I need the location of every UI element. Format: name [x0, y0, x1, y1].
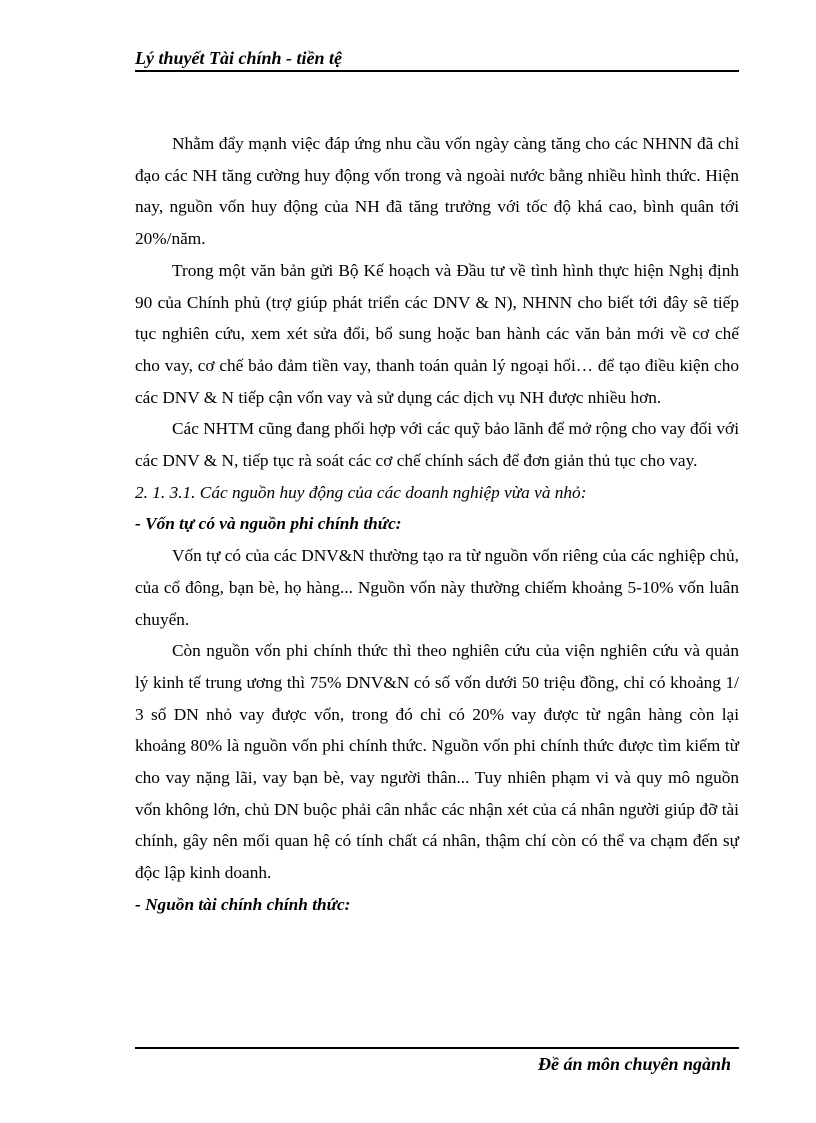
header-divider — [135, 70, 739, 72]
page-header-title: Lý thuyết Tài chính - tiền tệ — [135, 48, 342, 68]
page-body — [135, 128, 739, 921]
subheading-formal-finance: - Nguồn tài chính chính thức: — [135, 894, 351, 914]
footer-divider — [135, 1047, 739, 1049]
subheading-own-capital: - Vốn tự có và nguồn phi chính thức: — [135, 514, 402, 534]
paragraph-3: Các NHTM cũng đang phối hợp với các quỹ bảo lãnh để mở rộng cho vay đối với các DNV & N, tiếp tục rà soát các cơ chế chính sách để đơn giản thủ tục cho vay. — [135, 419, 739, 471]
section-heading: 2. 1. 3.1. Các nguồn huy động của các doanh nghiệp vừa và nhỏ: — [135, 482, 587, 502]
paragraph-1: Nhằm đẩy mạnh việc đáp ứng nhu cầu vốn ngày càng tăng cho các NHNN đã chỉ đạo các NH tăng cường huy động vốn trong và ngoài nước bằng nhiều hình thức. Hiện nay, nguồn vốn huy động của NH đã tăng trưởng với tốc độ khá cao, bình quân tới 20%/năm. — [135, 134, 739, 249]
paragraph-2: Trong một văn bản gửi Bộ Kế hoạch và Đầu tư về tình hình thực hiện Nghị định 90 của Chính phủ (trợ giúp phát triển các DNV & N), NHNN cho biết tới đây sẽ tiếp tục nghiên cứu, xem xét sửa đổi, bổ sung hoặc ban hành các văn bản mới về cơ chế cho vay, cơ chế bảo đảm tiền vay, thanh toán quản lý ngoại hối… để tạo điều kiện cho các DNV & N tiếp cận vốn vay và sử dụng các dịch vụ NH được nhiều hơn. — [135, 260, 739, 407]
paragraph-5: Còn nguồn vốn phi chính thức thì theo nghiên cứu của viện nghiên cứu và quản lý kinh tế trung ương thì 75% DNV&N có số vốn dưới 50 triệu đồng, chỉ có khoảng 1/ 3 số DN nhỏ vay được vốn, trong đó chỉ có 20% vay được từ ngân hàng còn lại khoảng 80% là nguồn vốn phi chính thức. Nguồn vốn phi chính thức được tìm kiếm từ cho vay nặng lãi, vay bạn bè, vay người thân... Tuy nhiên phạm vi và quy mô nguồn vốn không lớn, chủ DN buộc phải cân nhắc các nhận xét của cá nhân người giúp đỡ tài chính, gây nên mối quan hệ có tính chất cá nhân, thậm chí còn có thể va chạm đến sự độc lập kinh doanh. — [135, 641, 739, 883]
page-footer-text: Đề án môn chuyên ngành — [537, 1054, 731, 1074]
paragraph-4: Vốn tự có của các DNV&N thường tạo ra từ nguồn vốn riêng của các nghiệp chủ, của cổ đông, bạn bè, họ hàng... Nguồn vốn này thường chiếm khoảng 5-10% vốn luân chuyển. — [135, 546, 739, 629]
